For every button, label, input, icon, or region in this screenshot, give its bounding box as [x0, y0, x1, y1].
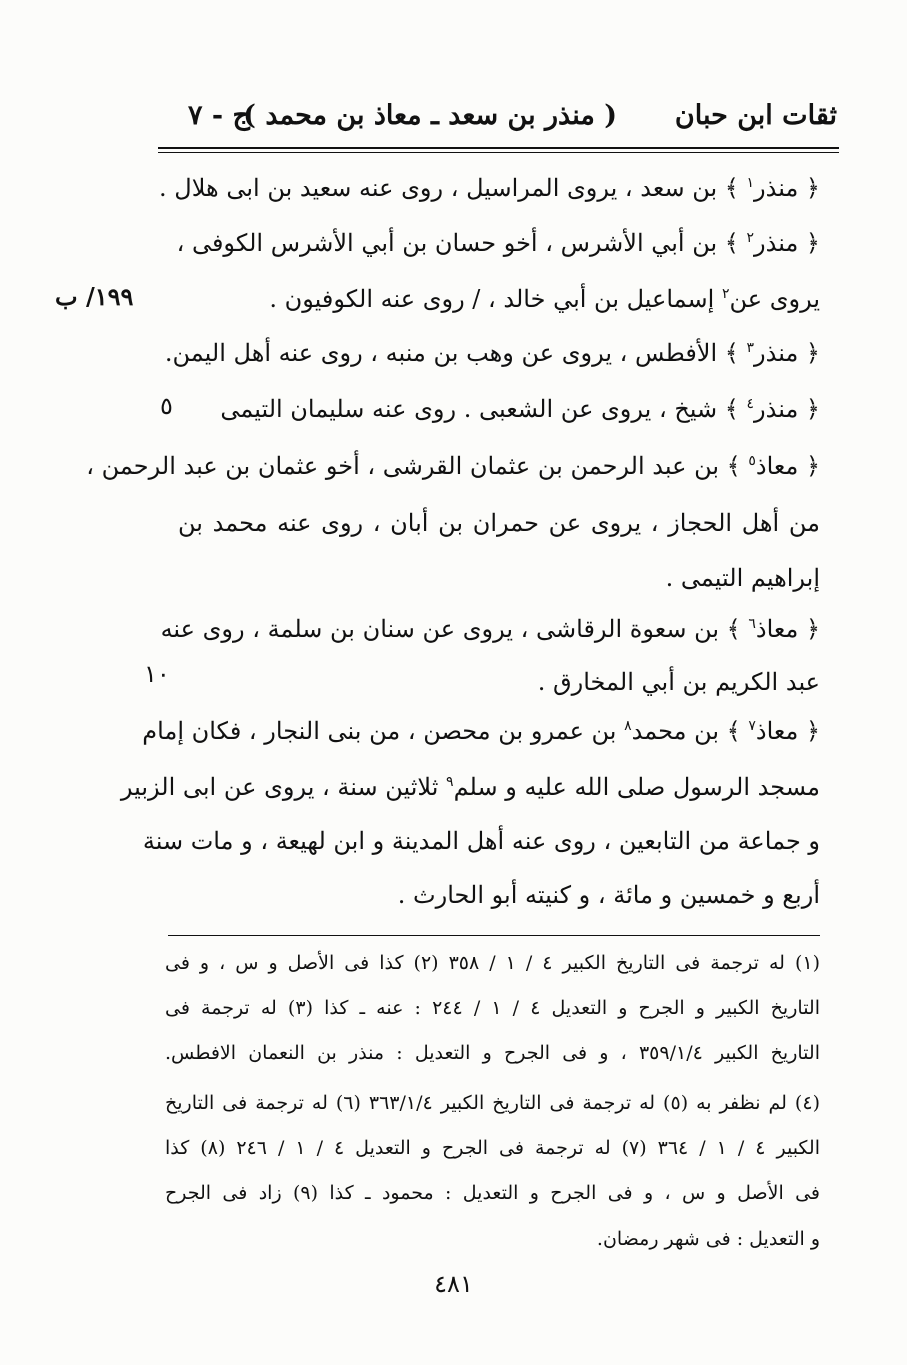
header-rule-thin [158, 152, 839, 153]
footnote-line: و التعديل : فى شهر رمضان. [596, 1228, 820, 1250]
text-line: ﴿ منذر$^٤$ ﴾ شيخ ، يروى عن الشعبى . روى عنه سليمان التيمى [220, 395, 820, 423]
text-line: ﴿ معاذ$^٦$ ﴾ بن سعوة الرقاشى ، يروى عن سنان بن سلمة ، روى عنه [160, 615, 820, 643]
text-line: ﴿ معاذ$^٧$ ﴾ بن محمد$^٨$ بن عمرو بن محصن ، من بنى النجار ، فكان إمام [142, 717, 820, 745]
footnote-line: (١) له ترجمة فى التاريخ الكبير ٤ / ١ / ٣٥٨ (٢) كذا فى الأصل و س ، و فى [165, 952, 820, 974]
running-volume: ج - ٧ [188, 100, 250, 131]
footnote-line: الكبير ٤ / ١ / ٣٦٤ (٧) له ترجمة فى الجرح و التعديل ٤ / ١ / ٢٤٦ (٨) كذا [165, 1137, 820, 1159]
running-section: ( منذر بن سعد ـ معاذ بن محمد ) [243, 100, 617, 131]
line-number-5: ٥ [160, 392, 173, 420]
text-line: من أهل الحجاز ، يروى عن حمران بن أبان ، روى عنه محمد بن [178, 509, 820, 537]
text-line: ﴿ منذر$^٣$ ﴾ الأفطس ، يروى عن وهب بن منبه ، روى عنه أهل اليمن. [164, 339, 820, 367]
footnote-line: فى الأصل و س ، و فى الجرح و التعديل : محمود ـ كذا (٩) زاد فى الجرح [165, 1182, 820, 1204]
folio-marker: ١٩٩/ ب [55, 282, 134, 311]
text-line: ﴿ معاذ$^٥$ ﴾ بن عبد الرحمن بن عثمان القرشى ، أخو عثمان بن عبد الرحمن ، [86, 452, 820, 480]
text-line: ﴿ منذر$^٢$ ﴾ بن أبي الأشرس ، أخو حسان بن أبي الأشرس الكوفى ، [176, 229, 820, 257]
text-line: يروى عن$^٢$ إسماعيل بن أبي خالد ، / روى عنه الكوفيون . [269, 285, 820, 313]
running-title: ثقات ابن حبان [674, 100, 837, 131]
line-number-10: ١٠ [144, 660, 170, 688]
footnote-line: (٤) لم نظفر به (٥) له ترجمة فى التاريخ الكبير ٣٦٣/١/٤ (٦) له ترجمة فى التاريخ [165, 1092, 820, 1114]
footnote-line: التاريخ الكبير و الجرح و التعديل ٤ / ١ / ٢٤٤ : عنه ـ كذا (٣) له ترجمة فى [165, 997, 820, 1019]
text-line: و جماعة من التابعين ، روى عنه أهل المدينة و ابن لهيعة ، و مات سنة [142, 827, 820, 855]
text-line: مسجد الرسول صلى الله عليه و سلم$^٩$ ثلاثين سنة ، يروى عن ابى الزبير [120, 773, 820, 801]
footnote-line: التاريخ الكبير ٣٥٩/١/٤ ، و فى الجرح و التعديل : منذر بن النعمان الافطس. [165, 1042, 820, 1064]
text-line: عبد الكريم بن أبي المخارق . [537, 668, 820, 696]
text-line: أربع و خمسين و مائة ، و كنيته أبو الحارث . [397, 881, 820, 909]
text-line: إبراهيم التيمى . [665, 564, 820, 592]
text-line: ﴿ منذر$^١$ ﴾ بن سعد ، يروى المراسيل ، روى عنه سعيد بن ابى هلال . [159, 174, 820, 202]
page-number: ٤٨١ [434, 1270, 473, 1298]
header-rule [158, 147, 839, 149]
footnote-rule [168, 935, 820, 936]
